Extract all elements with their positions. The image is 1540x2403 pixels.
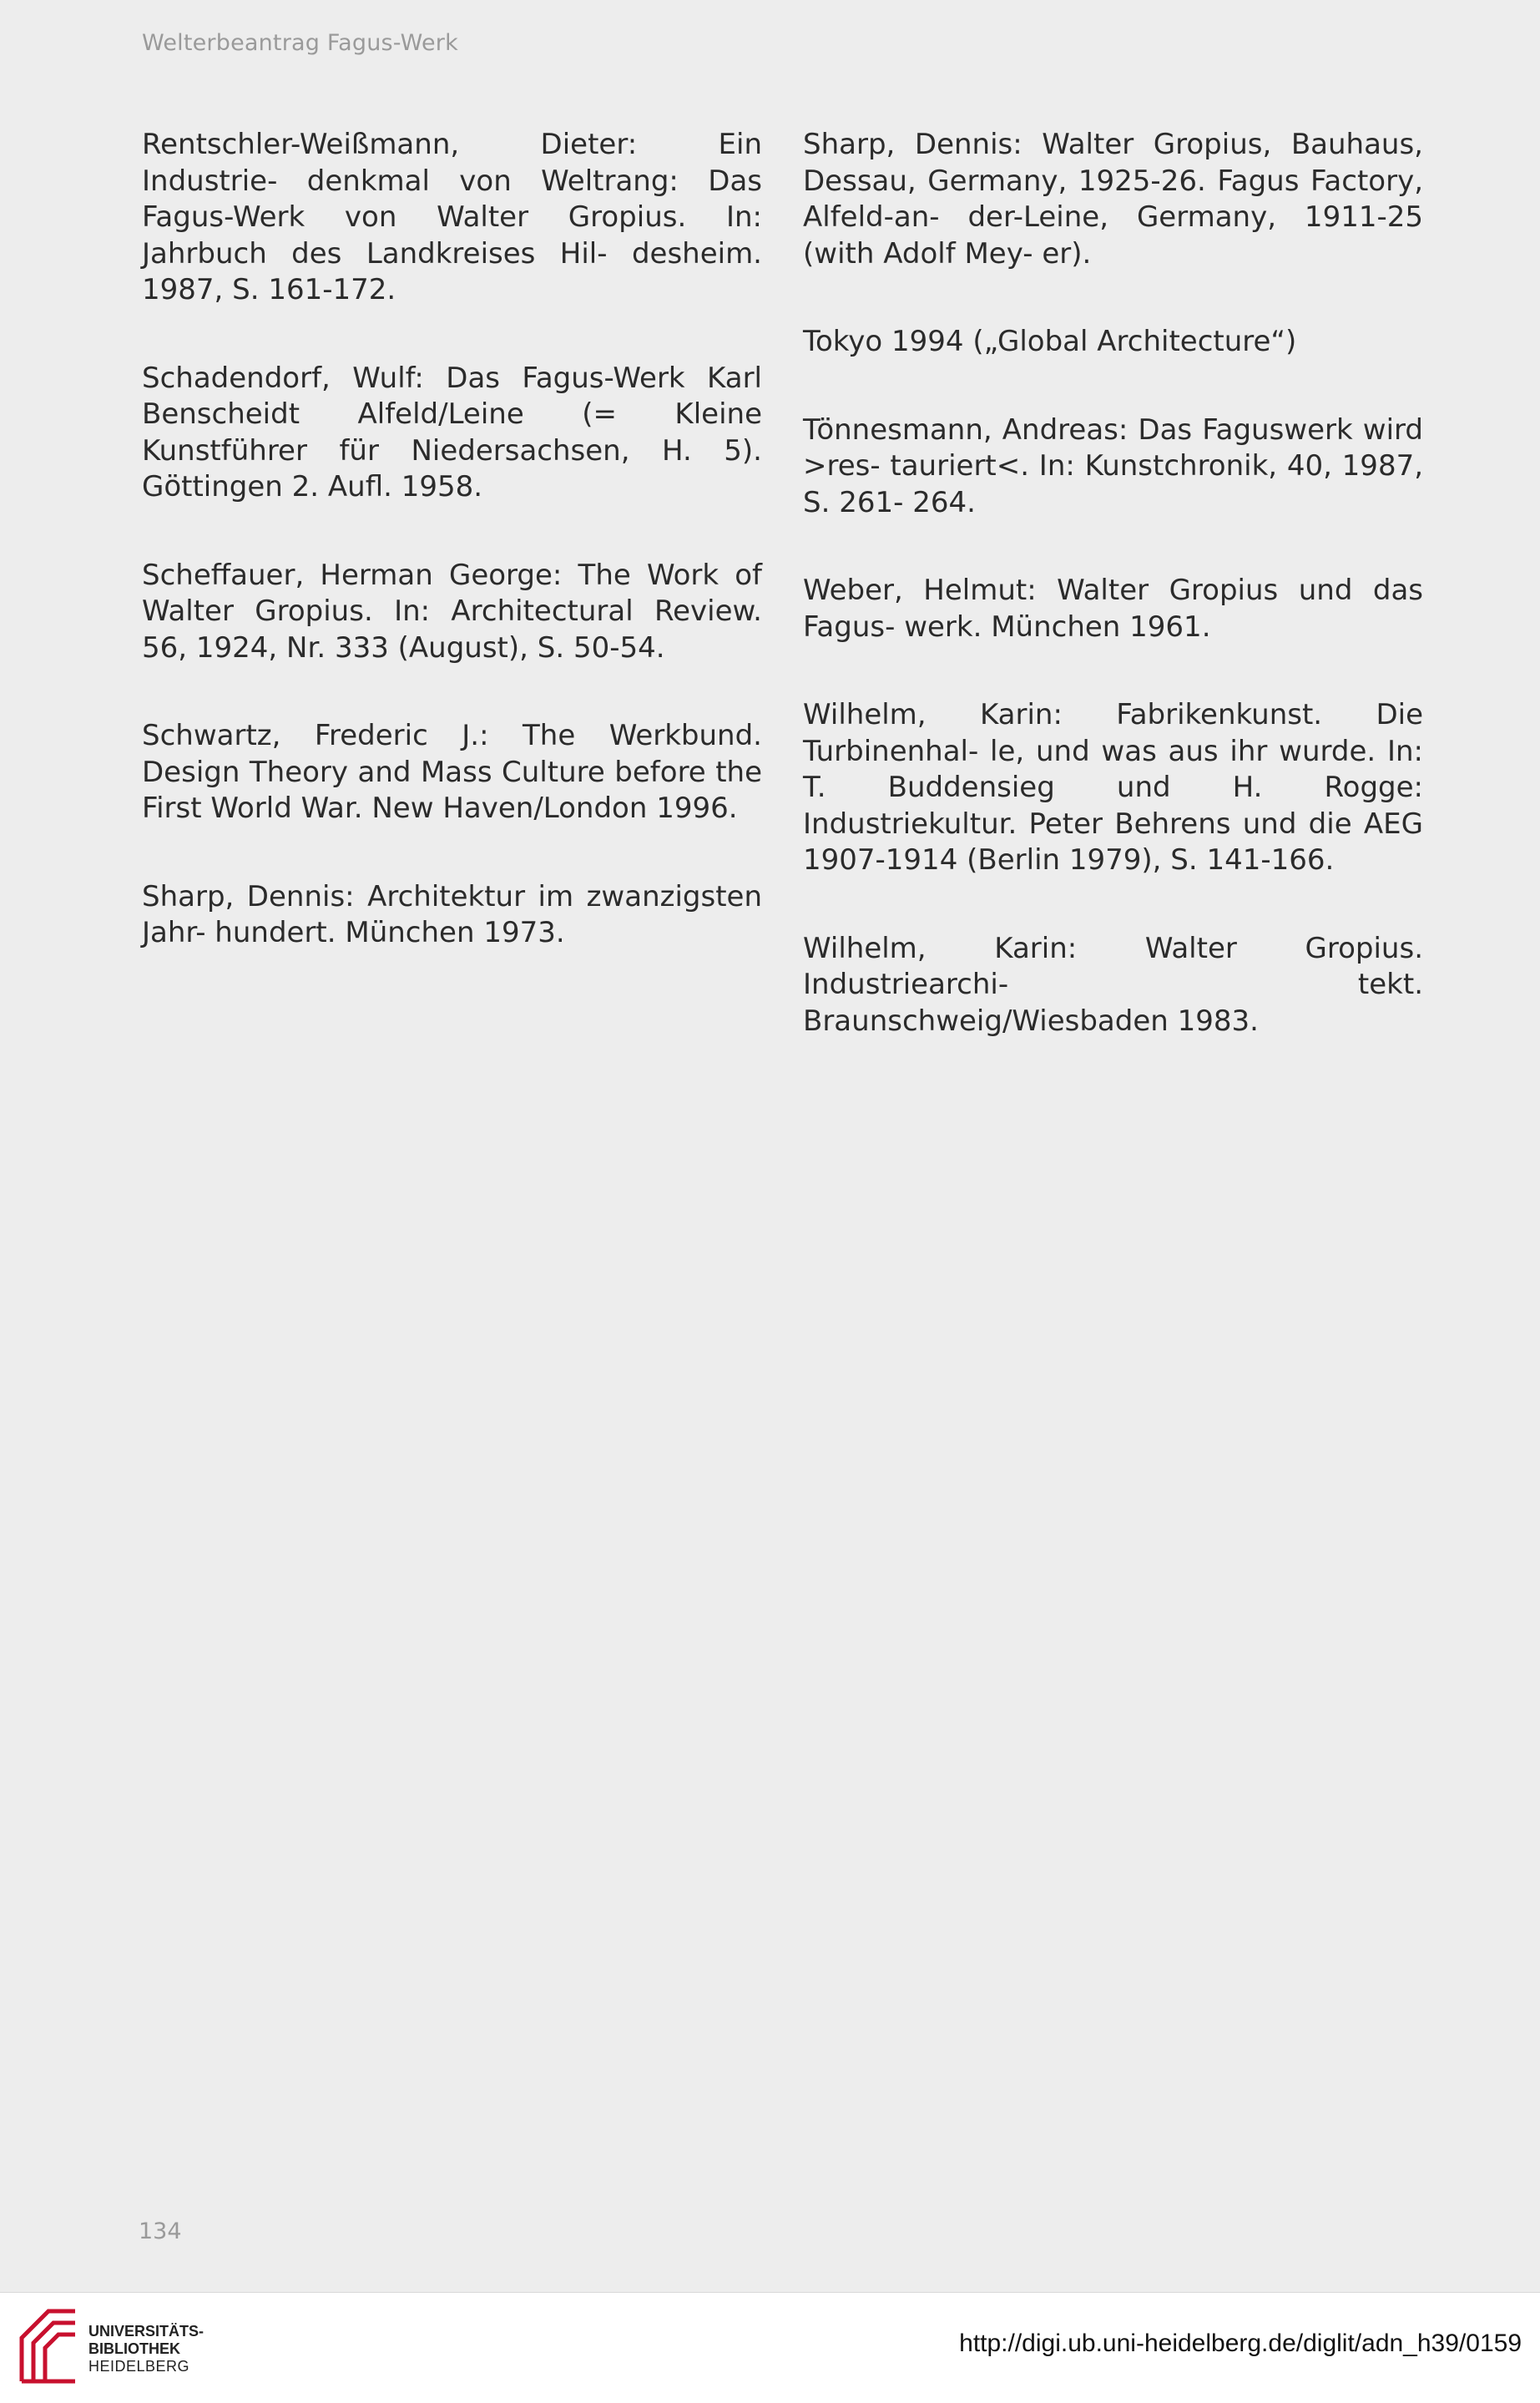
- library-name: UNIVERSITÄTS- BIBLIOTHEK HEIDELBERG: [88, 2323, 204, 2375]
- ub-heidelberg-logo-icon: [15, 2304, 82, 2388]
- page-number: 134: [139, 2218, 182, 2244]
- bibliography-entry: Sharp, Dennis: Architektur im zwanzigsten Jahr- hundert. München 1973.: [142, 879, 762, 949]
- bibliography-entry: Sharp, Dennis: Walter Gropius, Bauhaus, Dessau, Germany, 1925-26. Fagus Factory, Alfeld-an- der-Leine, Germany, 1911-25 (with Adolf Mey- er).: [803, 128, 1423, 271]
- digitization-footer: [0, 2292, 1540, 2403]
- bibliography-entry: Wilhelm, Karin: Fabrikenkunst. Die Turbinenhal- le, und was aus ihr wurde. In: T. Buddensieg und H. Rogge: Industriekultur. Peter Behrens und die AEG 1907-1914 (Berlin 1979), S. 141-166.: [803, 698, 1424, 877]
- bibliography-entry: Tokyo 1994 („Global Architecture“): [803, 325, 1297, 358]
- bibliography-entry: Rentschler-Weißmann, Dieter: Ein Industrie- denkmal von Weltrang: Das Fagus-Werk von Walter Gropius. In: Jahrbuch des Landkreises Hil- desheim. 1987, S. 161-172.: [142, 128, 763, 306]
- source-url-link[interactable]: http://digi.ub.uni-heidelberg.de/diglit/adn_h39/0159: [959, 2330, 1522, 2357]
- bibliography-entry: Scheffauer, Herman George: The Work of Walter Gropius. In: Architectural Review. 56, 1924, Nr. 333 (August), S. 50-54.: [142, 558, 762, 665]
- running-title: Welterbeantrag Fagus-Werk: [142, 30, 458, 56]
- bibliography-entry: Wilhelm, Karin: Walter Gropius. Industriearchi- tekt. Braunschweig/Wiesbaden 1983.: [803, 931, 1423, 1038]
- bibliography-entry: Schadendorf, Wulf: Das Fagus-Werk Karl Benscheidt Alfeld/Leine (= Kleine Kunstführer für Niedersachsen, H. 5). Göttingen 2. Aufl. 1958.: [142, 361, 762, 503]
- bibliography-entry: Schwartz, Frederic J.: The Werkbund. Design Theory and Mass Culture before the First World War. New Haven/London 1996.: [142, 719, 762, 825]
- bibliography-entry: Tönnesmann, Andreas: Das Faguswerk wird >res- tauriert<. In: Kunstchronik, 40, 1987, S. 261- 264.: [803, 412, 1424, 519]
- bibliography-left-column: [142, 127, 762, 952]
- bibliography-entry: Weber, Helmut: Walter Gropius und das Fagus- werk. München 1961.: [803, 574, 1423, 644]
- bibliography-right-column: [803, 127, 1423, 1040]
